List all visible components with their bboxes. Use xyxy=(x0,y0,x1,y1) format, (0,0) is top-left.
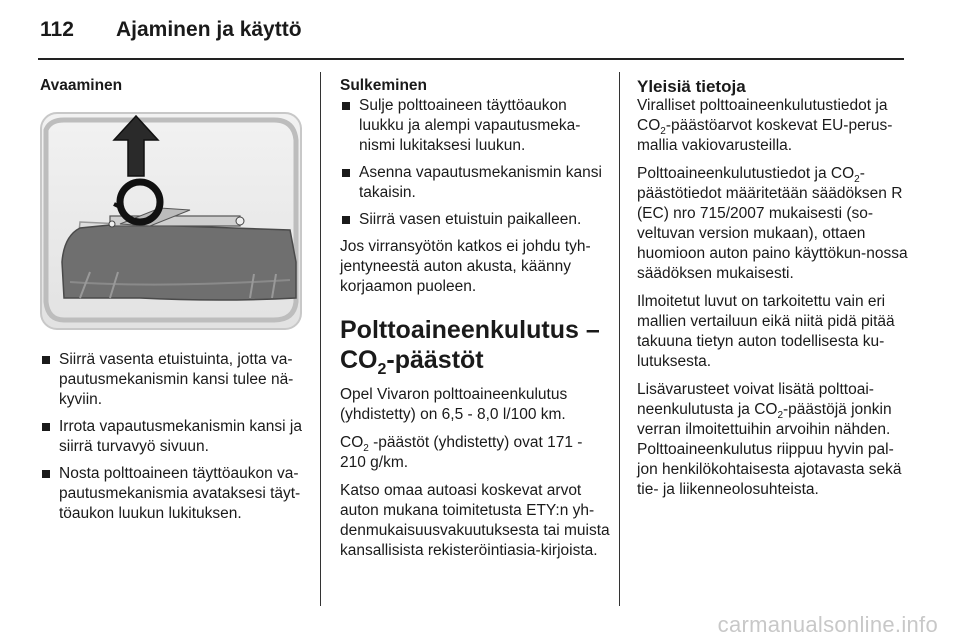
list-item: Sulje polttoaineen täyttöaukon luukku ja alempi vapautusmeka-nismi lukitaksesi luukun. xyxy=(340,96,610,156)
fuel-release-illustration xyxy=(40,112,302,330)
certificate-text: Katso omaa autoasi koskevat arvot auton mukana toimitetusta ETY:n yh-denmukaisuusvakuutuksesta tai muista kansallisista rekisteröintiasia-kirjoista. xyxy=(340,482,610,559)
list-item: Siirrä vasenta etuistuinta, jotta va-pautusmekanismin kansi tulee nä-kyviin. xyxy=(40,350,308,410)
page-title: Ajaminen ja käyttö xyxy=(116,18,302,41)
bullet-icon xyxy=(42,356,50,364)
general-info-p4: Lisävarusteet voivat lisätä polttoai-neenkulutusta ja $CO_2$-päästöjä jonkin verran ilmoitettuihin arvoihin nähden. Polttoaineenkulutus riippuu hyvin pal-jon henkilökohtaisesta ajotavasta sekä tie- ja liikenneolosuhteista. xyxy=(637,381,902,498)
list-item: Siirrä vasen etuistuin paikalleen. xyxy=(340,210,610,230)
general-info-p3: Ilmoitetut luvut on tarkoitettu vain eri mallien vertailuun eikä niitä pidä pitää takuuna tietyn auton todellisesta ku-lutuksesta. xyxy=(637,293,895,370)
section-title: Polttoaineenkulutus – $CO_2$-päästöt xyxy=(340,316,600,378)
opening-heading: Avaaminen xyxy=(40,77,123,94)
opening-steps xyxy=(40,350,308,524)
column-left xyxy=(40,76,308,531)
page-number: 112 xyxy=(40,18,74,41)
bullet-icon xyxy=(342,216,350,224)
closing-steps xyxy=(340,96,610,230)
bullet-icon xyxy=(42,470,50,478)
watermark: carmanualsonline.info xyxy=(717,612,938,637)
list-item: Irrota vapautusmekanismin kansi ja siirrä turvavyö sivuun. xyxy=(40,417,308,457)
battery-note: Jos virransyötön katkos ei johdu tyh-jentyneestä auton akusta, käänny korjaamon puoleen. xyxy=(340,238,591,295)
bullet-icon xyxy=(342,102,350,110)
column-middle xyxy=(340,76,610,569)
column-divider-1 xyxy=(320,72,321,606)
consumption-text: Opel Vivaron polttoaineenkulutus (yhdistetty) on 6,5 - 8,0 l/100 km. xyxy=(340,386,568,423)
list-item: Nosta polttoaineen täyttöaukon va-pautusmekanismia avataksesi täyt-töaukon luukun lukituksen. xyxy=(40,464,308,524)
general-info-p1: Viralliset polttoaineenkulutustiedot ja $CO_2$-päästöarvot koskevat EU-perus-mallia vakiovarusteilla. xyxy=(637,97,893,154)
header-divider xyxy=(38,58,904,60)
emissions-text: $CO_2$ -päästöt (yhdistetty) ovat 171 - 210 g/km. xyxy=(340,434,583,471)
bullet-icon xyxy=(42,423,50,431)
column-right xyxy=(637,76,909,508)
general-info-title: Yleisiä tietoja xyxy=(637,77,746,96)
column-divider-2 xyxy=(619,72,620,606)
bullet-icon xyxy=(342,169,350,177)
list-item: Asenna vapautusmekanismin kansi takaisin. xyxy=(340,163,610,203)
general-info-p2: Polttoaineenkulutustiedot ja $CO_2$-päästötiedot määritetään säädöksen R (EC) nro 715/2007 mukaisesti (so-veltuvan version mukaan), ottaen huomioon auton paino käyttökun-nossa säädöksen mukaisesti. xyxy=(637,165,908,282)
closing-heading: Sulkeminen xyxy=(340,77,427,94)
